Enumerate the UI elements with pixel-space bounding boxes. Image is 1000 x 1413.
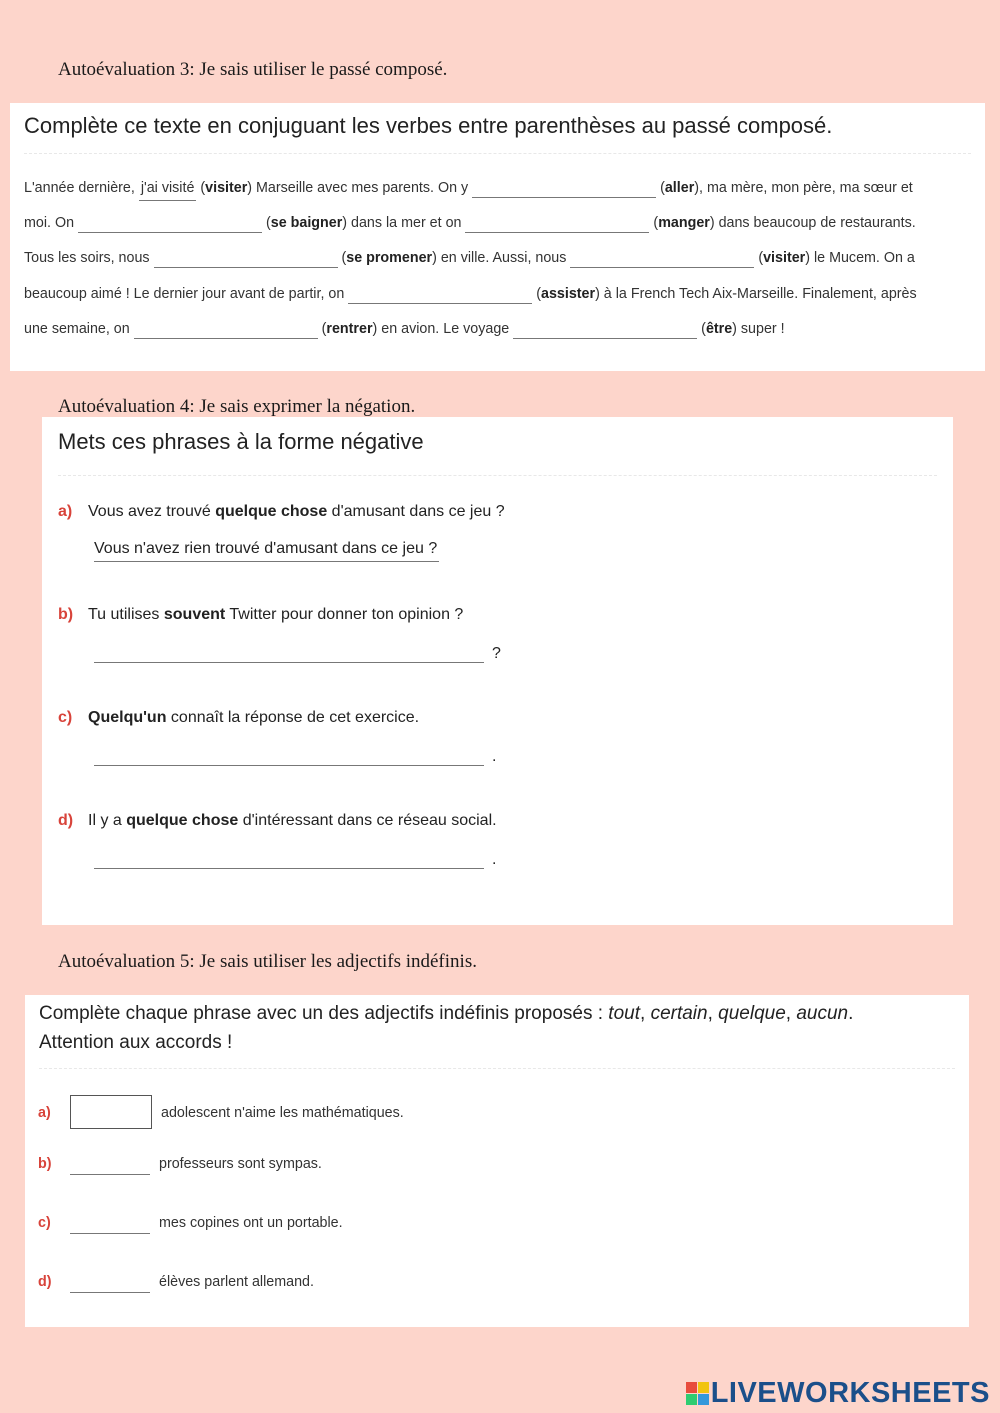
answer-b: ? xyxy=(94,644,501,663)
brand-name: LIVEWORKSHEETS xyxy=(710,1377,990,1409)
answer-input-b[interactable] xyxy=(94,644,484,663)
section5-heading: Autoévaluation 5: Je sais utiliser les adjectifs indéfinis. xyxy=(58,951,477,972)
exercise-card-negation xyxy=(42,417,953,925)
text-line-4: beaucoup aimé ! Le dernier jour avant de partir, on (assister) à la French Tech Aix-Marseille. Finalement, après xyxy=(24,286,917,302)
question-c: c) Quelqu'un connaît la réponse de cet exercice. xyxy=(58,709,420,726)
answer-a xyxy=(94,540,439,558)
exercise-title: Complète chaque phrase avec un des adjectifs indéfinis proposés : tout, certain, quelque, aucun. Attention aux accords ! xyxy=(39,1003,854,1053)
answer-input-a[interactable]: Vous n'avez rien trouvé d'amusant dans ce jeu ? xyxy=(94,540,439,562)
divider xyxy=(39,1068,955,1069)
question-a: a) Vous avez trouvé quelque chose d'amusant dans ce jeu ? xyxy=(58,503,505,520)
text-line-3: Tous les soirs, nous (se promener) en ville. Aussi, nous (visiter) le Mucem. On a xyxy=(24,250,915,266)
answer-input-se-baigner[interactable] xyxy=(78,214,262,233)
text-line-1: L'année dernière, j'ai visité (visiter) Marseille avec mes parents. On y (aller), ma mère, mon père, ma sœur et xyxy=(24,179,913,201)
divider xyxy=(24,153,971,154)
exercise-title: Complète ce texte en conjuguant les verbes entre parenthèses au passé composé. xyxy=(24,113,833,138)
exercise-title: Mets ces phrases à la forme négative xyxy=(58,429,424,454)
answer-input-manger[interactable] xyxy=(465,214,649,233)
item-b: b) professeurs sont sympas. xyxy=(38,1154,322,1175)
section4-heading: Autoévaluation 4: Je sais exprimer la négation. xyxy=(58,396,416,417)
item-a: a) adolescent n'aime les mathématiques. xyxy=(38,1095,404,1129)
item-c: c) mes copines ont un portable. xyxy=(38,1213,343,1234)
answer-input-etre[interactable] xyxy=(513,320,697,339)
liveworksheets-icon xyxy=(686,1382,709,1405)
answer-d: . xyxy=(94,850,496,869)
question-b: b) Tu utilises souvent Twitter pour donner ton opinion ? xyxy=(58,606,464,623)
answer-input-aller[interactable] xyxy=(472,179,656,198)
liveworksheets-logo xyxy=(686,1377,990,1410)
answer-input-visiter-2[interactable] xyxy=(570,249,754,268)
answer-input-c[interactable] xyxy=(94,747,484,766)
answer-input-rentrer[interactable] xyxy=(134,320,318,339)
answer-input-se-promener[interactable] xyxy=(154,249,338,268)
item-d: d) élèves parlent allemand. xyxy=(38,1272,314,1293)
answer-input-a[interactable] xyxy=(70,1095,152,1129)
answer-input-visiter[interactable]: j'ai visité xyxy=(139,180,197,201)
answer-input-b[interactable] xyxy=(70,1154,150,1175)
section3-heading: Autoévaluation 3: Je sais utiliser le passé composé. xyxy=(58,59,448,80)
text-line-2: moi. On (se baigner) dans la mer et on (manger) dans beaucoup de restaurants. xyxy=(24,215,916,231)
answer-input-c[interactable] xyxy=(70,1213,150,1234)
answer-input-assister[interactable] xyxy=(348,285,532,304)
text-line-5: une semaine, on (rentrer) en avion. Le voyage (être) super ! xyxy=(24,321,785,337)
question-d: d) Il y a quelque chose d'intéressant dans ce réseau social. xyxy=(58,812,497,829)
exercise-card-passe-compose xyxy=(10,103,985,371)
answer-c: . xyxy=(94,747,496,766)
divider xyxy=(58,475,937,476)
answer-input-d[interactable] xyxy=(94,850,484,869)
answer-input-d[interactable] xyxy=(70,1272,150,1293)
